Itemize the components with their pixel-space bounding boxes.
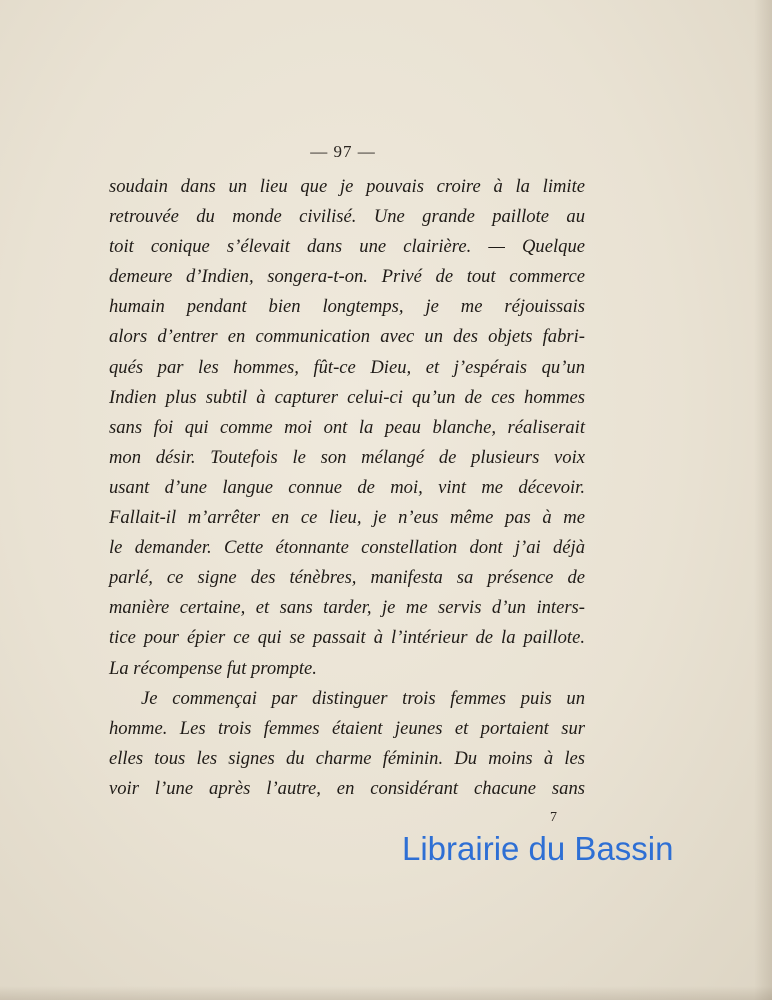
text-line: soudain dans un lieu que je pouvais croire à la limite <box>109 176 585 197</box>
text-line: usant d’une langue connue de moi, vint me décevoir. <box>109 476 585 498</box>
page-number: — 97 — <box>310 142 376 161</box>
text-line: alors d’entrer en communication avec un des objets fabri- <box>109 326 585 348</box>
body-text <box>109 172 585 804</box>
text-line: mon désir. Toutefois le son mélangé de plusieurs voix <box>109 446 585 468</box>
page-edge-shadow-bottom <box>0 986 772 1000</box>
text-line: demeure d’Indien, songera-t-on. Privé de tout commerce <box>109 266 585 288</box>
text-line: voir l’une après l’autre, en considérant chacune sans <box>109 777 585 799</box>
text-line: Fallait-il m’arrêter en ce lieu, je n’eus même pas à me <box>109 507 585 529</box>
text-line: retrouvée du monde civilisé. Une grande paillote au <box>109 206 585 228</box>
text-line: toit conique s’élevait dans une clairière. — Quelque <box>109 236 585 258</box>
page-edge-shadow-right <box>754 0 772 1000</box>
text-line: sans foi qui comme moi ont la peau blanche, réaliserait <box>109 416 585 438</box>
text-line: manière certaine, et sans tarder, je me servis d’un inters- <box>109 597 585 619</box>
signature-mark: 7 <box>550 810 557 825</box>
text-line: homme. Les trois femmes étaient jeunes et portaient sur <box>109 717 585 739</box>
text-line: qués par les hommes, fût-ce Dieu, et j’espérais qu’un <box>109 356 585 378</box>
text-line: parlé, ce signe des ténèbres, manifesta sa présence de <box>109 567 585 589</box>
text-line: Indien plus subtil à capturer celui-ci qu’un de ces hommes <box>109 386 585 408</box>
text-line: humain pendant bien longtemps, je me réjouissais <box>109 296 585 318</box>
text-line: tice pour épier ce qui se passait à l’intérieur de la paillote. <box>109 627 585 649</box>
text-line: Je commençai par distinguer trois femmes puis un <box>141 687 585 709</box>
watermark: Librairie du Bassin <box>402 830 674 867</box>
text-line: le demander. Cette étonnante constellation dont j’ai déjà <box>109 537 585 559</box>
text-line: elles tous les signes du charme féminin. Du moins à les <box>109 747 585 769</box>
text-line: La récompense fut prompte. <box>109 657 317 679</box>
